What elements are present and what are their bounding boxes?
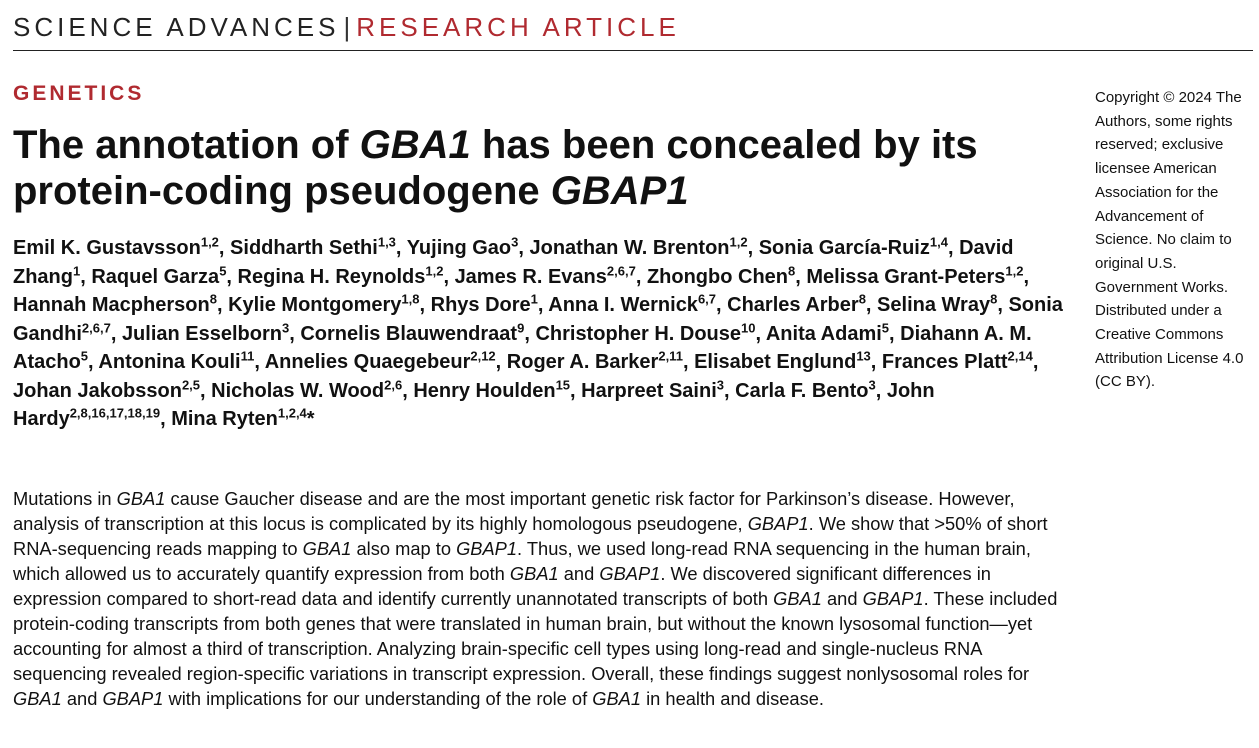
author xyxy=(121,319,290,345)
gene-name: GBA1 xyxy=(302,538,352,559)
author-affiliation: 8 xyxy=(209,291,217,307)
author-affiliation: 6,7 xyxy=(697,291,717,307)
author xyxy=(727,291,866,316)
author xyxy=(237,262,444,288)
author-name: Hannah Macpherson xyxy=(13,294,210,316)
author xyxy=(430,291,538,316)
author-affiliation: 1,2,4 xyxy=(277,405,307,421)
author-affiliation: 11 xyxy=(240,348,255,364)
author xyxy=(171,405,315,430)
author-name: Melissa Grant-Peters xyxy=(806,265,1006,288)
author-affiliation: 5 xyxy=(881,319,890,335)
author-affiliation: 3 xyxy=(511,234,519,250)
title-gene-1: GBA1 xyxy=(359,123,471,167)
gene-name: GBA1 xyxy=(509,563,559,584)
author-name: Frances Platt xyxy=(881,351,1008,373)
author-affiliation: 2,5 xyxy=(181,376,201,392)
author-affiliation: 8 xyxy=(858,291,866,307)
abstract-text: . These included protein-coding transcripts from both genes that were translated in human brain, but without the known lysosomal function—yet accounting for almost a third of transcription. Analyzing brain-specific cell types using long-read and single-nucleus RNA sequencing revealed region-specific variations in transcript expression. Overall, these findings suggest nonlysosomal roles for xyxy=(13,588,1058,684)
header-separator: | xyxy=(343,12,351,42)
author xyxy=(13,376,201,402)
abstract-text: . Thus, we used long-read RNA sequencing in the human brain, which allowed us to accurately quantify expression from both xyxy=(13,538,1031,584)
title-text-1: The annotation of xyxy=(13,123,360,167)
gene-name: GBAP1 xyxy=(102,688,164,709)
author-name: James R. Evans xyxy=(454,265,607,288)
author-affiliation: 9 xyxy=(517,319,525,335)
title-gene-2: GBAP1 xyxy=(550,169,689,213)
author-name: Christopher H. Douse xyxy=(535,322,742,345)
author xyxy=(765,319,890,345)
author-name: Selina Wray xyxy=(877,294,991,316)
author-affiliation: 2,14 xyxy=(1007,348,1033,364)
author xyxy=(506,348,683,373)
author xyxy=(646,262,796,288)
author xyxy=(406,234,519,259)
abstract-text: and xyxy=(558,563,600,584)
abstract-text: . We discovered significant differences in expression compared to short-read data and identify currently unannotated transcripts of both xyxy=(13,563,991,609)
author-name: Regina H. Reynolds xyxy=(237,265,426,288)
author-name: Raquel Garza xyxy=(91,265,220,288)
author-affiliation: 15 xyxy=(555,376,571,392)
journal-banner xyxy=(13,12,680,43)
author-affiliation: 13 xyxy=(856,348,871,364)
abstract-text: cause Gaucher disease and are the most important genetic risk factor for Parkinson’s disease. However, analysis of transcription at this locus is complicated by its highly homologous pseudogene, xyxy=(13,488,1015,534)
author-name: Nicholas W. Wood xyxy=(211,379,385,402)
author-affiliation: 1,4 xyxy=(929,234,948,250)
author-affiliation: 2,6,7 xyxy=(81,319,111,335)
author xyxy=(230,234,396,259)
author-name: Sonia Gandhi xyxy=(13,294,1063,345)
author-affiliation: 2,6 xyxy=(384,376,403,392)
article-title xyxy=(13,122,1033,214)
abstract-text: Mutations in xyxy=(13,488,117,509)
author-name: Rhys Dore xyxy=(430,294,531,316)
author-affiliation: 1,8 xyxy=(401,291,420,307)
abstract-text: and xyxy=(821,588,863,609)
author-affiliation: 2,11 xyxy=(658,348,683,364)
author xyxy=(806,262,1024,288)
author xyxy=(98,348,255,373)
title-text-2: has been concealed by its protein-coding pseudogene xyxy=(13,123,978,213)
author-name: John Hardy xyxy=(13,379,935,430)
author-affiliation: 8 xyxy=(990,291,998,307)
abstract-text: and xyxy=(61,688,103,709)
author xyxy=(300,319,525,345)
author-affiliation: 2,12 xyxy=(470,348,496,364)
author-affiliation: 10 xyxy=(741,319,756,335)
author-name: Zhongbo Chen xyxy=(646,265,789,288)
abstract xyxy=(13,486,1063,711)
author-name: Antonina Kouli xyxy=(98,351,241,373)
author-name: Anna I. Wernick xyxy=(548,294,698,316)
author-affiliation: 1,2 xyxy=(425,262,444,278)
journal-header xyxy=(13,10,1253,51)
gene-name: GBA1 xyxy=(13,688,62,709)
author-affiliation: 3 xyxy=(282,319,290,335)
author xyxy=(13,291,217,316)
abstract-text: with implications for our understanding of the role of xyxy=(163,688,593,709)
author xyxy=(211,376,403,402)
gene-name: GBAP1 xyxy=(456,538,518,559)
abstract-text: . We show that >50% of short RNA-sequencing reads mapping to xyxy=(13,513,1048,559)
author-affiliation: 1,2 xyxy=(729,234,748,250)
author-affiliation: 1,2 xyxy=(200,234,219,250)
gene-name: GBA1 xyxy=(773,588,822,609)
author-name: Jonathan W. Brenton xyxy=(529,237,730,259)
author-name: Carla F. Bento xyxy=(735,379,869,402)
author-name: Diahann A. M. Atacho xyxy=(13,322,1032,373)
author-name: Yujing Gao xyxy=(406,237,512,259)
abstract-text: in health and disease. xyxy=(641,688,824,709)
author xyxy=(228,291,420,316)
author-name: Henry Houlden xyxy=(413,379,556,402)
author xyxy=(91,262,227,288)
author xyxy=(454,262,636,288)
author-affiliation: 1 xyxy=(530,291,538,307)
author-name: Mina Ryten xyxy=(171,408,278,430)
author-name: Annelies Quaegebeur xyxy=(264,351,471,373)
author xyxy=(694,348,871,373)
author xyxy=(535,319,756,345)
author-name: Kylie Montgomery xyxy=(228,294,402,316)
article-type: RESEARCH ARTICLE xyxy=(356,12,680,42)
author xyxy=(877,291,998,316)
author-name: Sonia García-Ruiz xyxy=(758,237,930,259)
author-affiliation: 3 xyxy=(868,376,876,392)
gene-name: GBA1 xyxy=(592,688,642,709)
author-affiliation: 3 xyxy=(716,376,724,392)
gene-name: GBA1 xyxy=(116,488,166,509)
journal-name: SCIENCE ADVANCES xyxy=(13,12,340,42)
author-name: Siddharth Sethi xyxy=(230,237,378,259)
corresponding-author-mark: * xyxy=(306,408,315,430)
section-label: GENETICS xyxy=(13,82,145,105)
author-affiliation: 1 xyxy=(73,262,81,278)
author-affiliation: 1,3 xyxy=(377,234,396,250)
author-affiliation: 1,2 xyxy=(1005,262,1024,278)
author-affiliation: 2,6,7 xyxy=(606,262,636,278)
author xyxy=(413,376,571,402)
author xyxy=(735,376,876,402)
author-affiliation: 5 xyxy=(80,348,89,364)
author xyxy=(581,376,724,402)
abstract-text: also map to xyxy=(351,538,457,559)
author-name: Roger A. Barker xyxy=(506,351,659,373)
author-affiliation: 8 xyxy=(788,262,796,278)
author-name: Harpreet Saini xyxy=(581,379,717,402)
author-affiliation: 5 xyxy=(219,262,227,278)
author xyxy=(881,348,1033,373)
author-list: Emil K. Gustavsson$^{1,2}$, Siddharth Sethi$^{1,3}$, Yujing Gao$^3$, Jonathan W. Brenton$^{1,2}$, Sonia García-Ruiz$^{1,4}$, David Zhang$^1$, Raquel Garza$^5$, Regina H. Reynolds$^{1,2}$, James R. Evans$^{2,6,7}$, Zhongbo Chen$^8$, Melissa Grant-Peters$^{1,2}$, Hannah Macpherson$^8$, Kylie Montgomery$^{1,8}$, Rhys Dore$^1$, Anna I. Wernick$^{6,7}$, Charles Arber$^8$, Selina Wray$^8$, Sonia Gandhi$^{2,6,7}$, Julian Esselborn$^3$, Cornelis Blauwendraat$^9$, Christopher H. Douse$^{10}$, Anita Adami$^5$, Diahann A. M. Atacho$^5$, Antonina Kouli$^{11}$, Annelies Quaegebeur$^{2,12}$, Roger A. Barker$^{2,11}$, Elisabet Englund$^{13}$, Frances Platt$^{2,14}$, Johan Jakobsson$^{2,5}$, Nicholas W. Wood$^{2,6}$, Henry Houlden$^{15}$, Harpreet Saini$^3$, Carla F. Bento$^3$, John Hardy$^{2,8,16,17,18,19}$, Mina Ryten$^{1,2,4}$* xyxy=(13,234,1063,430)
author-name: David Zhang xyxy=(13,237,1014,288)
author-name: Anita Adami xyxy=(765,322,882,345)
author xyxy=(529,234,748,259)
author xyxy=(264,348,496,373)
author-name: Julian Esselborn xyxy=(121,322,282,345)
author-name: Emil K. Gustavsson xyxy=(13,237,201,259)
author xyxy=(758,234,948,259)
author-name: Johan Jakobsson xyxy=(13,379,182,402)
gene-name: GBAP1 xyxy=(862,588,924,609)
author-affiliation: 2,8,16,17,18,19 xyxy=(69,405,161,421)
author-name: Charles Arber xyxy=(727,294,859,316)
author-name: Elisabet Englund xyxy=(694,351,857,373)
author-name: Cornelis Blauwendraat xyxy=(300,322,518,345)
gene-name: GBAP1 xyxy=(747,513,809,534)
gene-name: GBAP1 xyxy=(599,563,661,584)
copyright-notice: Copyright © 2024 The Authors, some rights reserved; exclusive licensee American Association for the Advancement of Science. No claim to original U.S. Government Works. Distributed under a Creative Commons Attribution License 4.0 (CC BY). xyxy=(1095,89,1244,391)
author xyxy=(13,234,219,259)
author xyxy=(548,291,717,316)
